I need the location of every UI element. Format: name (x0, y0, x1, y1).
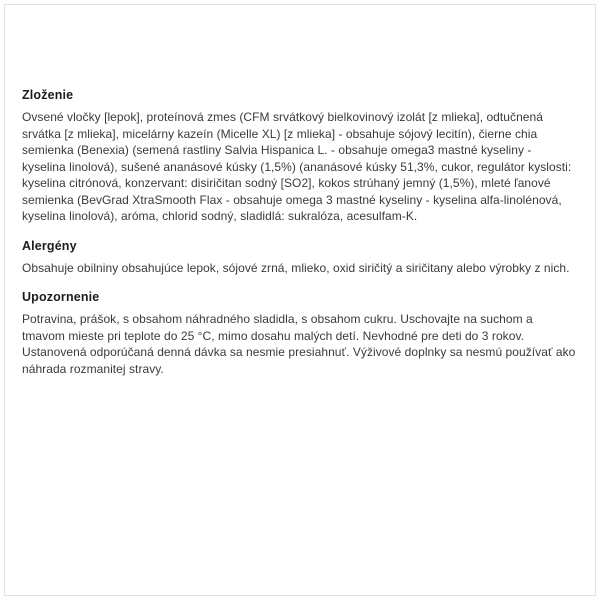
section-title-allergens: Alergény (22, 238, 77, 253)
section-body-allergens: Obsahuje obilniny obsahujúce lepok, sójové zrná, mlieko, oxid siričitý a siričitany alebo výrobky z nich. (22, 260, 570, 275)
section-allergens (22, 239, 578, 277)
section-title-warning: Upozornenie (22, 290, 100, 304)
section-body-composition: Ovsené vločky [lepok], proteínová zmes (CFM srvátkový bielkovinový izolát [z mlieka], odtučnená srvátka [z mlieka], micelárny kazeín (Micelle XL) [z mlieka] - obsahuje sójový lecitín), čierne chia semienka (Benexia) (semená rastliny Salvia Hispanica L. - obsahuje omega3 mastné kyseliny - kyselina linolová), sušené ananásové kúsky (1,5%) (ananásové kúsky 51,3%, cukor, regulátor kyslosti: kyselina citrónová, konzervant: disiričitan sodný [SO2], kokos strúhaný jemný (1,5%), mleté ľanové semienka (BevGrad XtraSmooth Flax - obsahuje omega 3 mastné kyseliny - kyselina alfa-linolénová, kyselina linolová), aróma, chlorid sodný, sladidlá: sukralóza, acesulfam-K. (22, 110, 572, 223)
section-body-warning: Potravina, prášok, s obsahom náhradného sladidla, s obsahom cukru. Uschovajte na suchom a tmavom mieste pri teplote do 25 °C, mimo dosahu malých detí. Nevhodné pre deti do 3 rokov. Ustanovená odporúčaná denná dávka sa nesmie presiahnuť. Výživové doplnky sa nesmú používať ako náhrada rozmanitej stravy. (22, 312, 576, 376)
section-composition (22, 88, 578, 225)
section-title-composition: Zloženie (22, 88, 74, 102)
label-content (22, 88, 578, 391)
section-warning (22, 290, 578, 377)
